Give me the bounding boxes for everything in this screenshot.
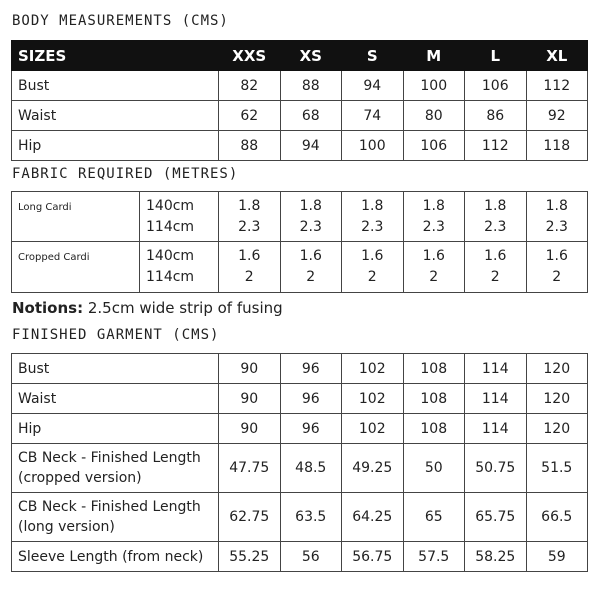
- row-label: Hip: [12, 414, 219, 444]
- finished-garment-title: FINISHED GARMENT (CMS): [12, 327, 220, 343]
- row-label: Sleeve Length (from neck): [12, 542, 219, 572]
- finished-garment-table: [11, 353, 588, 572]
- width: 140cm: [146, 248, 195, 264]
- size-m: M: [403, 41, 465, 71]
- value: 2: [244, 269, 254, 285]
- cell: [526, 192, 588, 242]
- value: 2: [552, 269, 562, 285]
- cell: 108: [403, 384, 465, 414]
- cell: 112: [465, 131, 527, 161]
- fabric-required-title: FABRIC REQUIRED (METRES): [12, 166, 239, 182]
- value: 1.6: [299, 248, 322, 264]
- value: 1.6: [422, 248, 445, 264]
- cell: 96: [280, 384, 342, 414]
- cell: 65.75: [465, 493, 527, 542]
- size-l: L: [465, 41, 527, 71]
- value: 2: [490, 269, 500, 285]
- value: 1.8: [238, 197, 261, 214]
- size-xs: XS: [280, 41, 342, 71]
- fabric-required-table: [11, 191, 588, 293]
- table-row: [12, 493, 588, 542]
- value: 1.6: [238, 248, 261, 264]
- cell: 96: [280, 354, 342, 384]
- cell: 74: [342, 101, 404, 131]
- table-row: [12, 354, 588, 384]
- cell: [403, 192, 465, 242]
- cell: 88: [280, 71, 342, 101]
- cell: 96: [280, 414, 342, 444]
- cell: [219, 192, 281, 242]
- cell: 56: [280, 542, 342, 572]
- cell: 57.5: [403, 542, 465, 572]
- size-xl: XL: [526, 41, 588, 71]
- cell: 106: [465, 71, 527, 101]
- cell: 120: [526, 414, 588, 444]
- row-label: [12, 493, 219, 542]
- cell: 56.75: [342, 542, 404, 572]
- cell: 94: [280, 131, 342, 161]
- value: 2.3: [484, 218, 507, 235]
- table-row: [12, 101, 588, 131]
- cell: 80: [403, 101, 465, 131]
- cell: 59: [526, 542, 588, 572]
- cell: 102: [342, 384, 404, 414]
- row-label: Hip: [12, 131, 219, 161]
- size-s: S: [342, 41, 404, 71]
- value: 1.8: [422, 197, 445, 214]
- cell: 94: [342, 71, 404, 101]
- cell: 120: [526, 384, 588, 414]
- value: 1.8: [299, 197, 322, 214]
- cell: 92: [526, 101, 588, 131]
- cell: 118: [526, 131, 588, 161]
- row-label-main: CB Neck - Finished Length: [18, 450, 201, 466]
- value: 2.3: [422, 218, 445, 235]
- value: 2.3: [299, 218, 322, 235]
- value: 1.6: [545, 248, 568, 264]
- cell: 100: [342, 131, 404, 161]
- cell: 62.75: [219, 493, 281, 542]
- cell: 48.5: [280, 444, 342, 493]
- cell: [280, 192, 342, 242]
- row-label-sub: (long version): [18, 519, 115, 535]
- cell: [219, 242, 281, 293]
- cell: [526, 242, 588, 293]
- cell: 102: [342, 414, 404, 444]
- cell: 108: [403, 414, 465, 444]
- cell: 90: [219, 414, 281, 444]
- cell: 64.25: [342, 493, 404, 542]
- cell: 63.5: [280, 493, 342, 542]
- value: 2.3: [545, 218, 568, 235]
- cell: [403, 242, 465, 293]
- cell: 66.5: [526, 493, 588, 542]
- table-row: [12, 384, 588, 414]
- cell: 114: [465, 414, 527, 444]
- row-label: Waist: [12, 101, 219, 131]
- table-row: [12, 131, 588, 161]
- cell: 114: [465, 354, 527, 384]
- notions-label: Notions:: [12, 299, 84, 317]
- notions-text: 2.5cm wide strip of fusing: [83, 299, 283, 317]
- cell: 120: [526, 354, 588, 384]
- cell: [280, 242, 342, 293]
- row-label: [12, 444, 219, 493]
- cell: 102: [342, 354, 404, 384]
- value: 1.8: [484, 197, 507, 214]
- value: 2.3: [238, 218, 261, 235]
- cell: 82: [219, 71, 281, 101]
- cell: 86: [465, 101, 527, 131]
- cell: 58.25: [465, 542, 527, 572]
- value: 1.6: [484, 248, 507, 264]
- cell: [342, 192, 404, 242]
- cell: 50: [403, 444, 465, 493]
- cell: 106: [403, 131, 465, 161]
- size-xxs: XXS: [219, 41, 281, 71]
- cell: 108: [403, 354, 465, 384]
- row-label: Bust: [12, 71, 219, 101]
- cell: [465, 242, 527, 293]
- cell: 62: [219, 101, 281, 131]
- cell: 51.5: [526, 444, 588, 493]
- value: 1.6: [361, 248, 384, 264]
- cell: 114: [465, 384, 527, 414]
- fabric-item-label: Long Cardi: [12, 192, 140, 242]
- row-label-sub: (cropped version): [18, 470, 142, 486]
- row-label-main: CB Neck - Finished Length: [18, 499, 201, 515]
- value: 2.3: [361, 218, 384, 235]
- value: 1.8: [361, 197, 384, 214]
- cell: 112: [526, 71, 588, 101]
- cell: 47.75: [219, 444, 281, 493]
- fabric-item-label: Cropped Cardi: [12, 242, 140, 293]
- cell: 49.25: [342, 444, 404, 493]
- fabric-widths: [140, 192, 219, 242]
- cell: 100: [403, 71, 465, 101]
- fabric-widths: [140, 242, 219, 293]
- cell: 68: [280, 101, 342, 131]
- row-label: Bust: [12, 354, 219, 384]
- value: 2: [306, 269, 316, 285]
- cell: [465, 192, 527, 242]
- cell: 55.25: [219, 542, 281, 572]
- width: 140cm: [146, 197, 195, 214]
- width: 114cm: [146, 269, 195, 285]
- sizes-header-row: [12, 41, 588, 71]
- notions-note: [12, 299, 283, 317]
- cell: 88: [219, 131, 281, 161]
- value: 1.8: [545, 197, 568, 214]
- cell: 90: [219, 354, 281, 384]
- row-label: Waist: [12, 384, 219, 414]
- cell: 65: [403, 493, 465, 542]
- table-row: [12, 71, 588, 101]
- cell: [342, 242, 404, 293]
- cell: 90: [219, 384, 281, 414]
- body-measurements-title: BODY MEASUREMENTS (CMS): [12, 13, 229, 29]
- width: 114cm: [146, 218, 195, 235]
- table-row: [12, 444, 588, 493]
- body-measurements-table: [11, 40, 588, 161]
- table-row: [12, 542, 588, 572]
- cell: 50.75: [465, 444, 527, 493]
- sizes-header: SIZES: [12, 41, 219, 71]
- value: 2: [367, 269, 377, 285]
- table-row: [12, 414, 588, 444]
- table-row: [12, 192, 588, 242]
- table-row: [12, 242, 588, 293]
- value: 2: [429, 269, 439, 285]
